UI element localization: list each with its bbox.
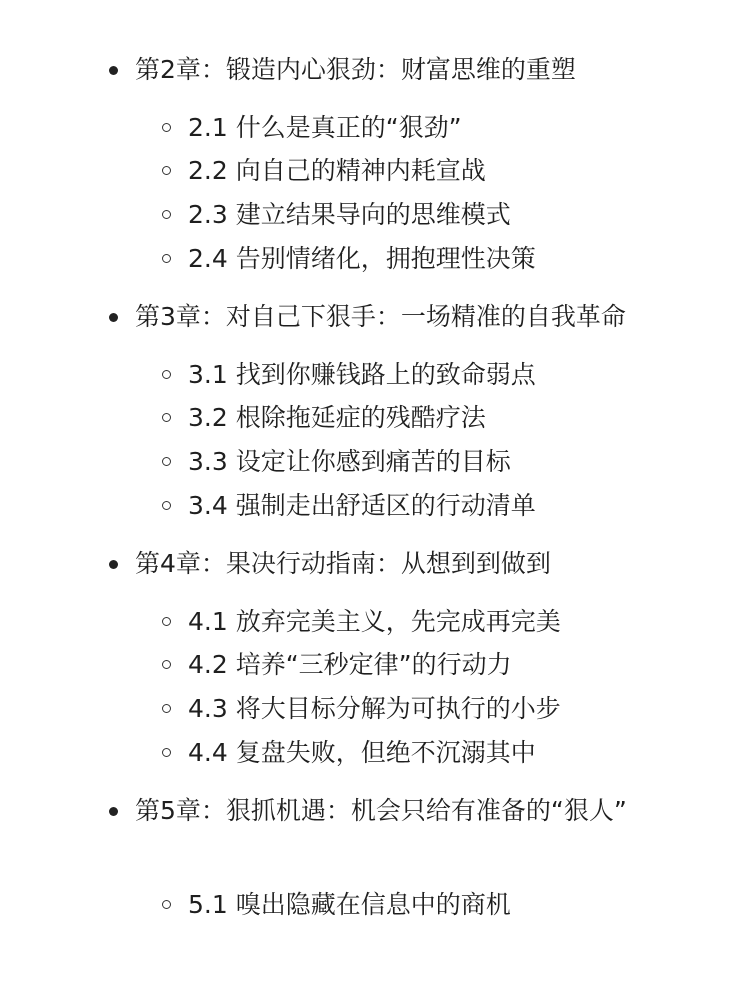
circle-bullet-icon (162, 501, 171, 510)
section-title: 2.1 什么是真正的“狠劲” (188, 113, 462, 142)
circle-bullet-icon (162, 900, 171, 909)
section-title: 4.2 培养“三秒定律”的行动力 (188, 650, 512, 679)
section-item (188, 691, 688, 727)
section-item (188, 647, 688, 683)
section-item (188, 357, 688, 393)
chapter-item (135, 546, 675, 582)
chapter-title: 第4章：果决行动指南：从想到到做到 (135, 549, 551, 578)
chapter-item (135, 299, 675, 335)
bullet-icon (109, 807, 118, 816)
bullet-icon (109, 66, 118, 75)
section-title: 3.4 强制走出舒适区的行动清单 (188, 491, 536, 520)
section-title: 3.1 找到你赚钱路上的致命弱点 (188, 360, 536, 389)
section-title: 3.3 设定让你感到痛苦的目标 (188, 447, 511, 476)
circle-bullet-icon (162, 617, 171, 626)
chapter-title: 第2章：锻造内心狠劲：财富思维的重塑 (135, 55, 576, 84)
chapter-title: 第5章：狠抓机遇：机会只给有准备的“狠人” (135, 796, 627, 825)
circle-bullet-icon (162, 370, 171, 379)
section-title: 2.4 告别情绪化，拥抱理性决策 (188, 244, 536, 273)
circle-bullet-icon (162, 660, 171, 669)
circle-bullet-icon (162, 457, 171, 466)
circle-bullet-icon (162, 748, 171, 757)
circle-bullet-icon (162, 704, 171, 713)
section-item (188, 488, 688, 524)
circle-bullet-icon (162, 166, 171, 175)
section-item (188, 444, 688, 480)
section-item (188, 604, 688, 640)
section-title: 4.3 将大目标分解为可执行的小步 (188, 694, 561, 723)
section-title: 5.1 嗅出隐藏在信息中的商机 (188, 890, 511, 919)
circle-bullet-icon (162, 123, 171, 132)
section-item (188, 241, 688, 277)
section-item (188, 735, 688, 771)
section-item (188, 197, 688, 233)
circle-bullet-icon (162, 254, 171, 263)
section-title: 3.2 根除拖延症的残酷疗法 (188, 403, 486, 432)
section-item (188, 400, 688, 436)
section-title: 4.1 放弃完美主义，先完成再完美 (188, 607, 561, 636)
section-item (188, 887, 688, 923)
section-title: 4.4 复盘失败，但绝不沉溺其中 (188, 738, 536, 767)
chapter-item (135, 793, 635, 829)
section-item (188, 153, 688, 189)
bullet-icon (109, 313, 118, 322)
bullet-icon (109, 560, 118, 569)
section-title: 2.3 建立结果导向的思维模式 (188, 200, 511, 229)
chapter-item (135, 52, 675, 88)
circle-bullet-icon (162, 210, 171, 219)
chapter-title: 第3章：对自己下狠手：一场精准的自我革命 (135, 302, 626, 331)
section-title: 2.2 向自己的精神内耗宣战 (188, 156, 486, 185)
section-item (188, 110, 688, 146)
circle-bullet-icon (162, 413, 171, 422)
